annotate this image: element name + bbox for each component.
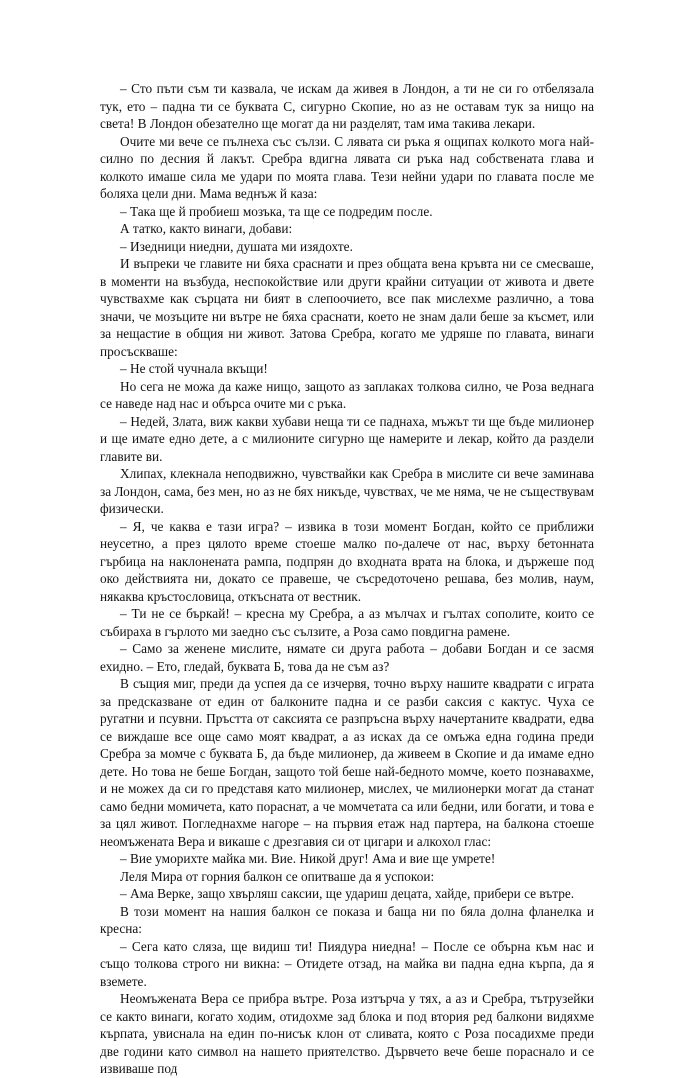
paragraph: – Ти не се бъркай! – кресна му Сребра, а аз мълчах и гълтах сополите, които се събираха в гърлото ми заедно със сълзите, а Роза само повдигна рамене. (100, 606, 594, 639)
paragraph: – Само за женене мислите, нямате си друга работа – добави Богдан и се засмя ехидно. – Ето, гледай, буквата Б, това да не съм аз? (100, 641, 594, 674)
paragraph: – Сега като сляза, ще видиш ти! Пиядура ниедна! – После се обърна към нас и също толкова строго ни викна: – Отидете отзад, на майка ви падна една кърпа, да я вземете. (100, 938, 594, 989)
paragraph: Но сега не можа да каже нищо, защото аз заплаках толкова силно, че Роза веднага се наведе над нас и обърса очите ми с ръка. (100, 378, 594, 411)
paragraph: – Недей, Злата, виж какви хубави неща ти се паднаха, мъжът ти ще бъде милионер и ще имате едно дете, а с милионите сигурно ще намерите и лекар, който да раздели главите ви. (100, 413, 594, 464)
paragraph: – Вие уморихте майка ми. Вие. Никой друг! Ама и вие ще умрете! (120, 851, 496, 866)
paragraph: – Изедници ниедни, душата ми изядохте. (120, 238, 353, 254)
paragraph: – Така ще й пробиеш мозъка, та ще се подредим после. (120, 203, 433, 219)
paragraph: Неомъжената Вера се прибра вътре. Роза изтърча у тях, а аз и Сребра, тътрузейки се както винаги, когато ходим, отидохме зад блока и под втория ред балкони видяхме кърпата, увиснала на един по-нисък клон от сливата, която с Роза посадихме преди две години като символ на нашето приятелство. Дървчето вече беше пораснало и се извиваше под (100, 991, 594, 1076)
paragraph: И въпреки че главите ни бяха сраснати и през общата вена кръвта ни се смесваше, в моменти на възбуда, неспокойствие или други крайни ситуации от живота и двете чувствахме как сърцата ни бият в слепоочието, все пак мислехме различно, а това значи, че мозъците ни вътре не бяха сраснати, което не знам дали беше за късмет, или за нещастие в общия ни живот. Затова Сребра, когато ме удряше по главата, винаги просъскваше: (100, 256, 594, 359)
paragraph: Леля Мира от горния балкон се опитваше да я успокои: (120, 868, 435, 884)
paragraph: – Ама Верке, защо хвърляш саксии, ще удариш децата, хайде, прибери се вътре. (120, 886, 575, 901)
paragraph: – Сто пъти съм ти казвала, че искам да живея в Лондон, а ти не си го отбелязала тук, ето – падна ти се буквата С, сигурно Скопие, но аз не оставам тук за нищо на света! В Лондон обезателно ще могат да ни разделят, там има такива лекари. (100, 81, 594, 131)
paragraph: Хлипах, клекнала неподвижно, чувствайки как Сребра в мислите си вече заминава за Лондон, сама, без мен, но аз не бях никъде, чувствах, че ме няма, че не съществувам физически. (100, 466, 594, 516)
paragraph: А татко, както винаги, добави: (120, 221, 293, 236)
paragraph: Очите ми вече се пълнеха със сълзи. С лявата си ръка я ощипах колкото мога най-силно по десния й лакът. Сребра вдигна лявата си ръка над собствената глава и колкото имаше сила ме удари по моята глава. Тези нейни удари по главата после ме боляха цели дни. Мама веднъж й каза: (100, 133, 594, 201)
paragraph: В този момент на нашия балкон се показа и баща ни по бяла долна фланелка и кресна: (100, 903, 594, 936)
paragraph: В същия миг, преди да успея да се изчервя, точно върху нашите квадрати с играта за предсказване от един от балконите падна и се разби саксия с кактус. Чуха се ругатни и псувни. Пръстта от саксията се разпръсна върху начертаните квадрати, едва се виждаше все още само моят квадрат, а аз исках да се омъжа една година преди Сребра за момче с буквата Б, да бъде милионер, да живеем в Скопие и да имаме едно дете. Но това не беше Богдан, защото той беше най-бедното момче, което познавахме, и не можех да си го представя като милионер, мислех, че милионерки могат да станат само бедни момичета, като пораснат, а че момчетата са или бедни, или богати, и това е за цял живот. Погледнахме нагоре – на първия етаж над партера, на балкона стоеше неомъжената Вера и викаше с дрезгавия си от цигари и алкохол глас: (100, 676, 594, 849)
paragraph: – Я, че каква е тази игра? – извика в този момент Богдан, който се приближи неусетно, а през цялото време стоеше малко по-далече от нас, върху бетонната гърбица на наклонената рампа, подпрян до входната врата на блока, и държеше под око действията ни, докато се правеше, че съсредоточено решава, без молив, наум, някаква кръстословица, откъсната от вестник. (100, 518, 594, 604)
paragraph: – Не стой чучнала вкъщи! (120, 361, 268, 376)
